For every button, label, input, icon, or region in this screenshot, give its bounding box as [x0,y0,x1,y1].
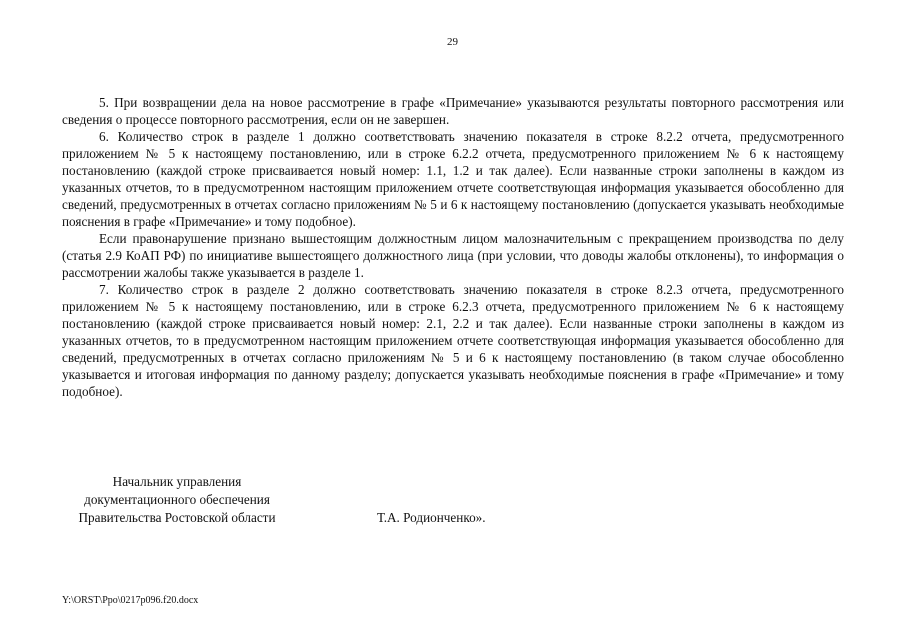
paragraph-item-6: 6. Количество строк в разделе 1 должно соответствовать значению показателя в строке 8.2.2 отчета, предусмотренного приложением № 5 к настоящему постановлению, или в строке 6.2.2 отчета, предусмотренного приложением № 6 к настоящему постановлению (каждой строке присваивается новый номер: 1.1, 1.2 и так далее). Если названные строки заполнены в каждом из указанных отчетов, то в предусмотренном настоящим приложением отчете соответствующая информация указывается обособленно для сведений, предусмотренных в отчетах согласно приложениям № 5 и 6 к настоящему постановлению (допускается указывать необходимые пояснения в графе «Примечание» и тому подобное). [62,129,844,229]
signer-title [62,473,292,527]
paragraph-item-5: 5. При возвращении дела на новое рассмотрение в графе «Примечание» указываются результаты повторного рассмотрения или сведения о процессе повторного рассмотрения, если он не завершен. [62,95,844,127]
page-number: 29 [447,36,458,48]
signer-name: Т.А. Родионченко». [377,510,486,525]
file-path-footer: Y:\ORST\Ppo\0217p096.f20.docx [62,595,199,606]
signer-title-line: Правительства Ростовской области [78,510,276,525]
paragraph-item-6-note: Если правонарушение признано вышестоящим должностным лицом малозначительным с прекращением производства по делу (статья 2.9 КоАП РФ) по инициативе вышестоящего должностного лица (при условии, что доводы жалобы отклонены), то информация о рассмотрении жалобы также указывается в разделе 1. [62,231,844,280]
document-body [62,94,844,400]
paragraph-item-7: 7. Количество строк в разделе 2 должно соответствовать значению показателя в строке 8.2.3 отчета, предусмотренного приложением № 5 к настоящему постановлению, или в строке 6.2.3 отчета, предусмотренного приложением № 6 к настоящему постановлению (каждой строке присваивается новый номер: 2.1, 2.2 и так далее). Если названные строки заполнены в каждом из указанных отчетов, то в предусмотренном настоящим приложением отчете соответствующая информация указывается обособленно для сведений, предусмотренных в отчетах согласно приложениям № 5 и 6 к настоящему постановлению (в таком случае обособленно указывается и итоговая информация по данному разделу; допускается указывать необходимые пояснения в графе «Примечание» и тому подобное). [62,282,844,399]
signer-title-line: документационного обеспечения [84,492,270,507]
signer-title-line: Начальник управления [112,474,242,489]
